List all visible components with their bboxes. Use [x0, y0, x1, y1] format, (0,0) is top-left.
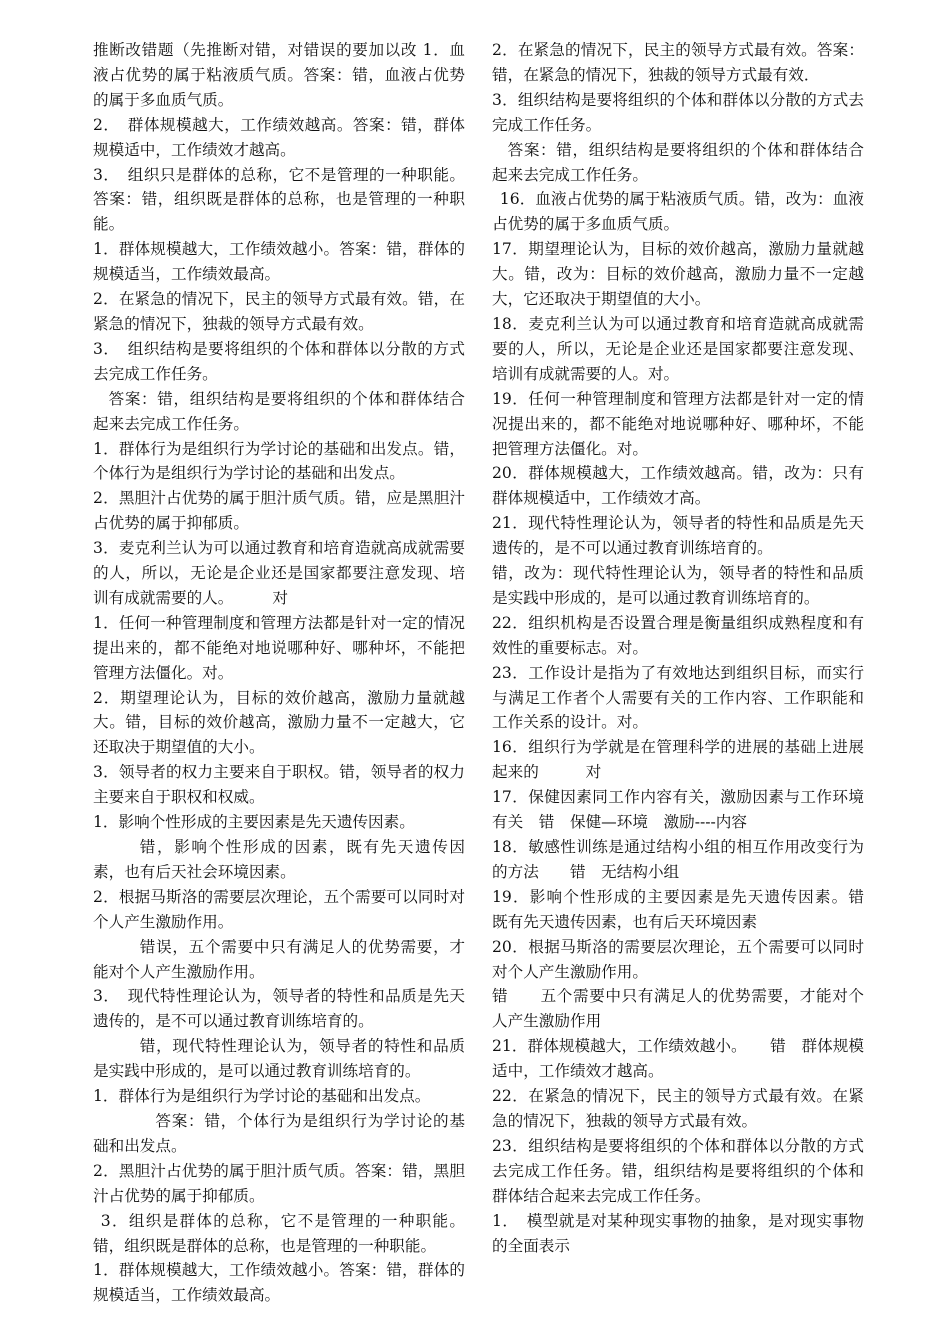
paragraph: 错，影响个性形成的因素，既有先天遗传因素，也有后天社会环境因素。 — [93, 838, 465, 881]
paragraph: 3．组织结构是要将组织的个体和群体以分散的方式去完成工作任务。 — [492, 90, 864, 134]
paragraph: 1． 模型就是对某种现实事物的抽象，是对现实事物的全面表示 — [492, 1211, 864, 1255]
paragraph: 错 五个需要中只有满足人的优势需要，才能对个人产生激励作用 — [492, 987, 864, 1031]
paragraph: 16．组织行为学就是在管理科学的进展的基础上进展起来的 对 — [492, 738, 864, 782]
paragraph: 3． 现代特性理论认为，领导者的特性和品质是先天遗传的，是不可以通过教育训练培育的。 — [93, 987, 465, 1031]
paragraph: 22．组织机构是否设置合理是衡量组织成熟程度和有效性的重要标志。对。 — [492, 613, 864, 657]
paragraph: 21．现代特性理论认为，领导者的特性和品质是先天遗传的，是不可以通过教育训练培育的。 — [492, 514, 864, 558]
paragraph: 18．麦克利兰认为可以通过教育和培育造就高成就需要的人，所以，无论是企业还是国家都要注意发现、培训有成就需要的人。对。 — [492, 314, 864, 383]
paragraph: 答案：错，个体行为是组织行为学讨论的基础和出发点。 — [93, 1111, 465, 1155]
right-text-column — [492, 38, 880, 1258]
paragraph: 推断改错题（先推断对错，对错误的要加以改 1．血液占优势的属于粘液质气质。答案：错，血液占优势的属于多血质气质。 — [93, 41, 465, 109]
paragraph: 20．群体规模越大，工作绩效越高。错，改为：只有群体规模适中，工作绩效才高。 — [492, 464, 864, 508]
paragraph: 答案：错，组织结构是要将组织的个体和群体结合起来去完成工作任务。 — [93, 389, 465, 433]
paragraph: 3． 组织结构是要将组织的个体和群体以分散的方式去完成工作任务。 — [93, 339, 465, 383]
paragraph: 1．任何一种管理制度和管理方法都是针对一定的情况提出来的，都不能绝对地说哪种好、哪种坏，不能把管理方法僵化。对。 — [93, 613, 465, 682]
paragraph: 1．群体规模越大，工作绩效越小。答案：错，群体的规模适当，工作绩效最高。 — [93, 1261, 465, 1305]
paragraph: 1．影响个性形成的主要因素是先天遗传因素。 — [93, 813, 415, 832]
paragraph: 答案：错，组织结构是要将组织的个体和群体结合起来去完成工作任务。 — [492, 140, 864, 184]
paragraph: 17．期望理论认为，目标的效价越高，激励力量就越大。错，改为：目标的效价越高，激励力量不一定越大，它还取决于期望值的大小。 — [492, 240, 864, 309]
paragraph: 19．任何一种管理制度和管理方法都是针对一定的情况提出来的，都不能绝对地说哪种好、哪种坏，不能把管理方法僵化。对。 — [492, 389, 864, 458]
paragraph: 23．组织结构是要将组织的个体和群体以分散的方式去完成工作任务。错，组织结构是要将组织的个体和群体结合起来去完成工作任务。 — [492, 1136, 864, 1205]
paragraph: 17．保健因素同工作内容有关，激励因素与工作环境有关 错 保健—环境 激励----内容 — [492, 788, 864, 832]
paragraph: 1．群体规模越大，工作绩效越小。答案：错，群体的规模适当，工作绩效最高。 — [93, 240, 465, 284]
paragraph: 3．领导者的权力主要来自于职权。错，领导者的权力主要来自于职权和权威。 — [93, 763, 465, 807]
paragraph: 错，改为：现代特性理论认为，领导者的特性和品质是实践中形成的，是可以通过教育训练培育的。 — [492, 564, 864, 607]
paragraph: 2．根据马斯洛的需要层次理论，五个需要可以同时对个人产生激励作用。 — [93, 887, 465, 931]
paragraph: 2．在紧急的情况下，民主的领导方式最有效。答案：错，在紧急的情况下，独裁的领导方式最有效． — [492, 41, 864, 84]
paragraph: 2．黑胆汁占优势的属于胆汁质气质。答案：错，黑胆汁占优势的属于抑郁质。 — [93, 1161, 465, 1205]
paragraph: 2．在紧急的情况下，民主的领导方式最有效。错，在紧急的情况下，独裁的领导方式最有效。 — [93, 290, 465, 333]
paragraph: 20．根据马斯洛的需要层次理论，五个需要可以同时对个人产生激励作用。 — [492, 937, 864, 981]
paragraph: 3． 组织只是群体的总称，它不是管理的一种职能。答案：错，组织既是群体的总称，也是管理的一种职能。 — [93, 165, 465, 234]
paragraph: 16．血液占优势的属于粘液质气质。错，改为：血液占优势的属于多血质气质。 — [492, 190, 864, 234]
paragraph: 3．麦克利兰认为可以通过教育和培育造就高成就需要的人，所以，无论是企业还是国家都要注意发现、培训有成就需要的人。 对 — [93, 539, 465, 607]
left-text-column — [93, 38, 465, 1308]
paragraph: 1．群体行为是组织行为学讨论的基础和出发点。错，个体行为是组织行为学讨论的基础和出发点。 — [93, 439, 465, 483]
paragraph: 21．群体规模越大，工作绩效越小。 错 群体规模适中，工作绩效才越高。 — [492, 1037, 864, 1081]
paragraph: 1．群体行为是组织行为学讨论的基础和出发点。 — [93, 1087, 431, 1106]
paragraph: 3．组织是群体的总称，它不是管理的一种职能。错，组织既是群体的总称，也是管理的一种职能。 — [93, 1211, 465, 1255]
paragraph: 错，现代特性理论认为，领导者的特性和品质是实践中形成的，是可以通过教育训练培育的。 — [93, 1037, 465, 1081]
paragraph: 22．在紧急的情况下，民主的领导方式最有效。在紧急的情况下，独裁的领导方式最有效。 — [492, 1087, 864, 1130]
paragraph: 2．期望理论认为，目标的效价越高，激励力量就越大。错，目标的效价越高，激励力量不一定越大，它还取决于期望值的大小。 — [93, 688, 465, 757]
paragraph: 18．敏感性训练是通过结构小组的相互作用改变行为的方法 错 无结构小组 — [492, 838, 864, 881]
paragraph: 错误，五个需要中只有满足人的优势需要，才能对个人产生激励作用。 — [93, 937, 465, 981]
paragraph: 2．黑胆汁占优势的属于胆汁质气质。错，应是黑胆汁占优势的属于抑郁质。 — [93, 489, 465, 533]
paragraph: 23．工作设计是指为了有效地达到组织目标，而实行与满足工作者个人需要有关的工作内容、工作职能和工作关系的设计。对。 — [492, 663, 864, 732]
paragraph: 19．影响个性形成的主要因素是先天遗传因素。错 既有先天遗传因素，也有后天环境因素 — [492, 887, 880, 931]
paragraph: 2． 群体规模越大，工作绩效越高。答案：错，群体规模适中，工作绩效才越高。 — [93, 115, 465, 159]
